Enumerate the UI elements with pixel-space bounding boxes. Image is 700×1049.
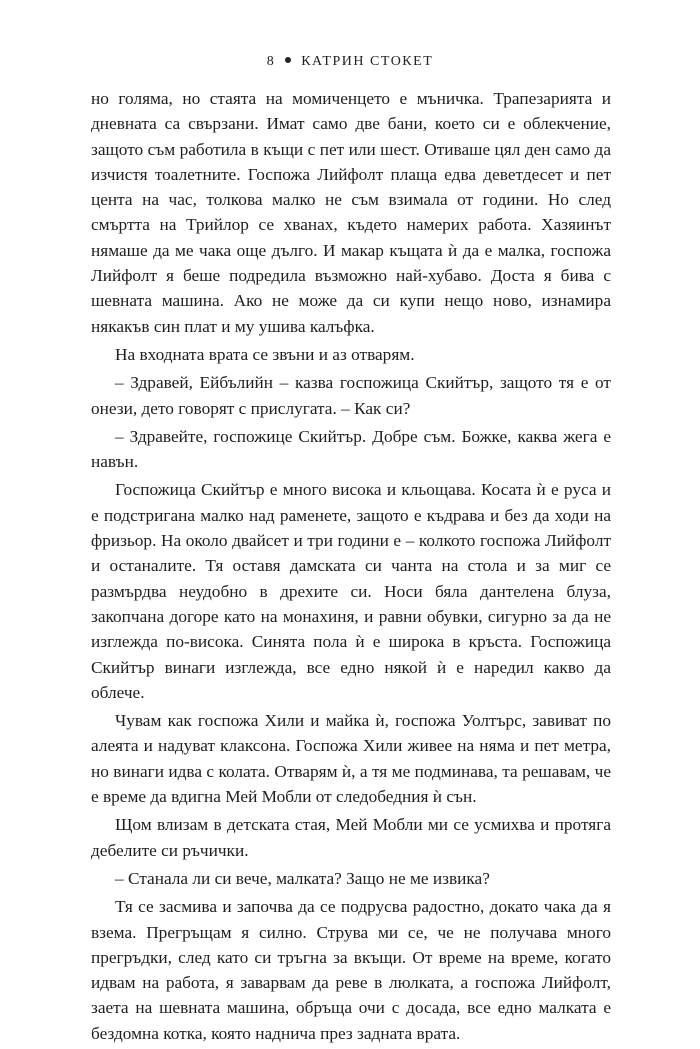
author-name: КАТРИН СТОКЕТ [301, 54, 434, 69]
running-header [0, 54, 700, 70]
paragraph: – Станала ли си вече, малката? Защо не ме извика? [115, 868, 490, 888]
paragraph: Госпожица Скийтър е много висока и кльощава. Косата ѝ е руса и е подстригана малко над раменете, защото е къдрава и без да ходи на фризьор. На около двайсет и три години е – колкото госпожа Лийфолт и останалите. Тя оставя дамската си чанта на стола и за миг се размърдва неудобно в дрехите си. Носи бяла дантелена блуза, закопчана догоре като на монахиня, и равни обувки, сигурно за да не изглежда по-висока. Синята пола ѝ е широка в кръста. Госпожица Скийтър винаги изглежда, все едно някой ѝ е наредил какво да облече. [91, 480, 611, 702]
paragraph: – Здравей, Ейбълийн – казва госпожица Скийтър, защото тя е от онези, дето говорят с прислугата. – Как си? [91, 373, 611, 418]
bullet-separator-icon [285, 57, 291, 63]
paragraph: Щом влизам в детската стая, Мей Мобли ми се усмихва и протяга дебелите си ръчички. [91, 815, 611, 860]
page-number: 8 [266, 54, 276, 69]
paragraph: Чувам как госпожа Хили и майка ѝ, госпожа Уолтърс, завиват по алеята и надуват клаксона. Госпожа Хили живее на няма и пет метра, но винаги идва с колата. Отварям ѝ, а тя ме подминава, та решавам, че е време да вдигна Мей Мобли от следобедния ѝ сън. [91, 711, 611, 807]
paragraph: Тя се засмива и започва да се подрусва радостно, докато чака да я взема. Прегръщам я силно. Струва ми се, че не получава много прегръдки, след като си тръгна за вкъщи. От време на време, когато идвам на работа, я заварвам да реве в люлката, а госпожа Лийфолт, заета на шевната машина, обръща очи с досада, все едно малката е бездомна котка, която надничa през задната врата. [91, 897, 611, 1043]
paragraph: – Здравейте, госпожице Скийтър. Добре съм. Божке, каква жега е навън. [91, 426, 611, 472]
paragraph: но голяма, но стаята на момиченцето е мъничка. Трапезарията и дневната са свързани. Имат само две бани, което си е облекчение, защото съм работила в къщи с пет или шест. Отиваше цял ден само да изчистя тоалетните. Госпожа Лийфолт плаща едва деветдесет и пет цента на час, толкова малко не съм взимала от години. Но след смъртта на Трийлор се хванах, където намерих работа. Хазяинът нямаше да ме чака още дълго. И макар къщата ѝ да е малка, госпожа Лийфолт я беше подредила възможно най-хубаво. Доста я бива с шевната машина. Ако не може да си купи нещо ново, изнамира някакъв син плат и му ушива калъфка. [91, 89, 611, 336]
body-text [91, 86, 611, 1049]
paragraph: На входната врата се звъни и аз отварям. [115, 344, 415, 364]
